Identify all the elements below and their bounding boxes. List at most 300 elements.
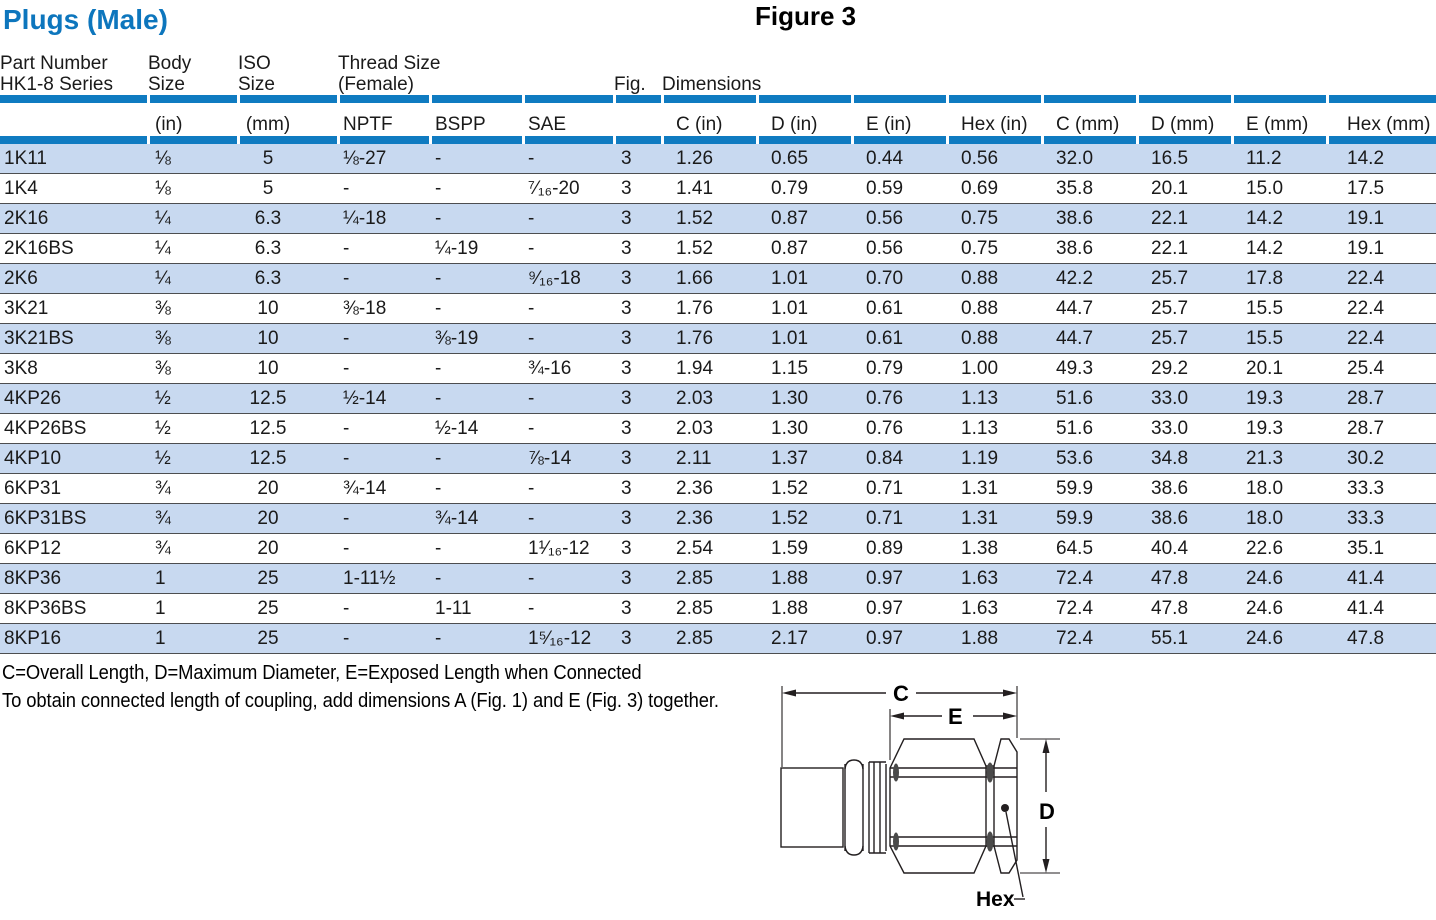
cell-c-in: 1.76 [662, 294, 757, 324]
cell-bspp: - [430, 294, 523, 324]
bar-segment [614, 136, 662, 144]
cell-iso-size-mm: 20 [238, 504, 338, 534]
cell-body-size-in: ⅜ [148, 294, 238, 324]
cell-fig: 3 [614, 534, 662, 564]
cell-iso-size-mm: 6.3 [238, 234, 338, 264]
cell-d-mm: 38.6 [1137, 474, 1232, 504]
cell-hex-mm: 28.7 [1327, 384, 1436, 414]
cell-fig: 3 [614, 384, 662, 414]
cell-nptf: - [338, 414, 430, 444]
table-body [0, 144, 1436, 654]
bar-segment [1327, 95, 1436, 103]
cell-nptf: ½-14 [338, 384, 430, 414]
cell-e-mm: 11.2 [1232, 144, 1327, 174]
header-text-line: Part Number [0, 53, 108, 74]
cell-d-in: 1.52 [757, 474, 852, 504]
cell-e-mm: 17.8 [1232, 264, 1327, 294]
sub-header-iso-unit: (mm) [245, 114, 291, 135]
cell-sae: ⅞-14 [523, 444, 614, 474]
cell-fig: 3 [614, 564, 662, 594]
plug-collar [845, 760, 886, 855]
sub-header-sae: SAE [528, 114, 567, 135]
cell-e-in: 0.71 [852, 504, 947, 534]
cell-hex-mm: 47.8 [1327, 624, 1436, 654]
cell-hex-in: 1.31 [947, 504, 1042, 534]
cell-bspp: ⅜-19 [430, 324, 523, 354]
cell-hex-mm: 33.3 [1327, 504, 1436, 534]
cell-fig: 3 [614, 204, 662, 234]
cell-hex-in: 1.13 [947, 384, 1042, 414]
bar-segment [662, 136, 757, 144]
cell-nptf: 1-11½ [338, 564, 430, 594]
plug-stem [781, 768, 843, 847]
cell-part-number: 4KP26BS [0, 414, 148, 444]
cell-iso-size-mm: 10 [238, 324, 338, 354]
bar-segment [430, 136, 523, 144]
cell-c-in: 2.85 [662, 594, 757, 624]
bar-segment [0, 136, 148, 144]
bar-segment [1327, 136, 1436, 144]
cell-iso-size-mm: 25 [238, 624, 338, 654]
cell-e-in: 0.76 [852, 384, 947, 414]
cell-c-mm: 64.5 [1042, 534, 1137, 564]
cell-c-mm: 38.6 [1042, 204, 1137, 234]
cell-d-in: 0.87 [757, 204, 852, 234]
cell-d-mm: 25.7 [1137, 324, 1232, 354]
table-row [0, 234, 1436, 264]
cell-c-in: 2.85 [662, 624, 757, 654]
cell-d-in: 1.01 [757, 264, 852, 294]
cell-part-number: 3K21BS [0, 324, 148, 354]
bar-segment [1232, 136, 1327, 144]
cell-c-mm: 42.2 [1042, 264, 1137, 294]
cell-d-mm: 29.2 [1137, 354, 1232, 384]
cell-c-mm: 44.7 [1042, 324, 1137, 354]
table-row [0, 474, 1436, 504]
hex-label: Hex [976, 888, 1015, 911]
plug-spec-table [0, 53, 1436, 654]
bar-segment [852, 136, 947, 144]
cell-bspp: - [430, 354, 523, 384]
cell-part-number: 2K16 [0, 204, 148, 234]
cell-hex-in: 0.75 [947, 204, 1042, 234]
cell-e-in: 0.97 [852, 594, 947, 624]
cell-hex-mm: 17.5 [1327, 174, 1436, 204]
cell-body-size-in: ½ [148, 444, 238, 474]
cell-body-size-in: ½ [148, 414, 238, 444]
cell-iso-size-mm: 5 [238, 174, 338, 204]
cell-iso-size-mm: 12.5 [238, 444, 338, 474]
cell-sae: - [523, 204, 614, 234]
bar-segment [0, 95, 148, 103]
bar-segment [523, 95, 614, 103]
cell-sae: - [523, 474, 614, 504]
divider-bar-top [0, 95, 1436, 103]
cell-e-in: 0.56 [852, 234, 947, 264]
cell-e-mm: 19.3 [1232, 414, 1327, 444]
dim-label-e: E [948, 704, 963, 729]
cell-body-size-in: ⅛ [148, 174, 238, 204]
cell-hex-in: 1.38 [947, 534, 1042, 564]
cell-d-mm: 47.8 [1137, 564, 1232, 594]
cell-d-in: 1.52 [757, 504, 852, 534]
table-row [0, 564, 1436, 594]
cell-sae: 1¹⁄₁₆-12 [523, 534, 614, 564]
cell-iso-size-mm: 25 [238, 594, 338, 624]
cell-fig: 3 [614, 414, 662, 444]
cell-hex-mm: 41.4 [1327, 564, 1436, 594]
cell-c-mm: 59.9 [1042, 504, 1137, 534]
cell-hex-in: 0.88 [947, 294, 1042, 324]
cell-d-in: 0.65 [757, 144, 852, 174]
cell-e-in: 0.61 [852, 324, 947, 354]
cell-bspp: - [430, 534, 523, 564]
col-header-thread-size [338, 53, 614, 95]
cell-nptf: ⅜-18 [338, 294, 430, 324]
cell-hex-mm: 25.4 [1327, 354, 1436, 384]
cell-hex-in: 0.75 [947, 234, 1042, 264]
cell-c-mm: 51.6 [1042, 414, 1137, 444]
cell-hex-in: 1.31 [947, 474, 1042, 504]
cell-nptf: ⅛-27 [338, 144, 430, 174]
cell-bspp: - [430, 384, 523, 414]
cell-part-number: 8KP36BS [0, 594, 148, 624]
cell-hex-in: 1.00 [947, 354, 1042, 384]
cell-fig: 3 [614, 324, 662, 354]
sub-header-bspp: BSPP [435, 114, 486, 135]
bar-segment [148, 136, 238, 144]
table-row [0, 174, 1436, 204]
cell-d-mm: 40.4 [1137, 534, 1232, 564]
footnotes [2, 659, 719, 715]
table-row [0, 444, 1436, 474]
cell-hex-in: 1.63 [947, 594, 1042, 624]
cell-iso-size-mm: 5 [238, 144, 338, 174]
cell-part-number: 1K11 [0, 144, 148, 174]
sub-header-e-in: E (in) [866, 114, 912, 135]
cell-e-mm: 20.1 [1232, 354, 1327, 384]
cell-body-size-in: ⅛ [148, 144, 238, 174]
cell-bspp: ¾-14 [430, 504, 523, 534]
cell-d-in: 2.17 [757, 624, 852, 654]
cell-body-size-in: ¼ [148, 264, 238, 294]
cell-sae: - [523, 504, 614, 534]
bar-segment [1042, 136, 1137, 144]
header-text-line: Size [238, 74, 275, 95]
sub-header-empty [0, 103, 148, 136]
group-header-row [0, 53, 1436, 95]
cell-e-in: 0.97 [852, 624, 947, 654]
sub-header-c-in: C (in) [676, 114, 723, 135]
cell-hex-mm: 14.2 [1327, 144, 1436, 174]
cell-c-mm: 51.6 [1042, 384, 1137, 414]
cell-hex-mm: 35.1 [1327, 534, 1436, 564]
cell-nptf: - [338, 174, 430, 204]
bar-segment [238, 136, 338, 144]
cell-nptf: - [338, 534, 430, 564]
cell-fig: 3 [614, 294, 662, 324]
sub-header-hex-in: Hex (in) [961, 114, 1028, 135]
cell-e-mm: 15.5 [1232, 324, 1327, 354]
cell-part-number: 6KP31 [0, 474, 148, 504]
cell-d-in: 1.88 [757, 594, 852, 624]
callout-dot [1001, 804, 1009, 812]
cell-hex-in: 1.13 [947, 414, 1042, 444]
page-title: Plugs (Male) [3, 4, 168, 35]
cell-nptf: - [338, 354, 430, 384]
cell-iso-size-mm: 6.3 [238, 264, 338, 294]
bar-segment [947, 136, 1042, 144]
cell-e-mm: 14.2 [1232, 204, 1327, 234]
cell-part-number: 6KP12 [0, 534, 148, 564]
cell-d-in: 1.30 [757, 414, 852, 444]
cell-c-in: 1.26 [662, 144, 757, 174]
cell-hex-in: 1.88 [947, 624, 1042, 654]
cell-iso-size-mm: 25 [238, 564, 338, 594]
cell-iso-size-mm: 20 [238, 474, 338, 504]
cell-d-mm: 55.1 [1137, 624, 1232, 654]
cell-e-in: 0.79 [852, 354, 947, 384]
cell-c-in: 2.36 [662, 504, 757, 534]
cell-fig: 3 [614, 144, 662, 174]
figure-caption: Figure 3 [755, 1, 857, 31]
cell-c-mm: 44.7 [1042, 294, 1137, 324]
table-row [0, 204, 1436, 234]
cell-c-in: 2.54 [662, 534, 757, 564]
header-text-line: Size [148, 74, 185, 95]
cell-c-in: 2.03 [662, 384, 757, 414]
cell-body-size-in: 1 [148, 594, 238, 624]
header-text-line: Body [148, 53, 192, 74]
cell-d-mm: 20.1 [1137, 174, 1232, 204]
cell-e-mm: 19.3 [1232, 384, 1327, 414]
cell-e-mm: 24.6 [1232, 594, 1327, 624]
cell-d-in: 0.79 [757, 174, 852, 204]
facet-highlight [893, 764, 899, 782]
cell-e-in: 0.71 [852, 474, 947, 504]
cell-sae: - [523, 564, 614, 594]
cell-iso-size-mm: 6.3 [238, 204, 338, 234]
cell-c-in: 2.36 [662, 474, 757, 504]
cell-hex-in: 0.88 [947, 264, 1042, 294]
cell-c-mm: 59.9 [1042, 474, 1137, 504]
cell-sae: ⁹⁄₁₆-18 [523, 264, 614, 294]
col-header-part-number [0, 53, 148, 95]
cell-iso-size-mm: 12.5 [238, 384, 338, 414]
cell-part-number: 4KP26 [0, 384, 148, 414]
cell-body-size-in: ¾ [148, 504, 238, 534]
cell-e-mm: 24.6 [1232, 564, 1327, 594]
bar-segment [148, 95, 238, 103]
cell-c-in: 1.94 [662, 354, 757, 384]
cell-part-number: 1K4 [0, 174, 148, 204]
cell-hex-mm: 19.1 [1327, 204, 1436, 234]
cell-bspp: - [430, 204, 523, 234]
cell-sae: - [523, 144, 614, 174]
sub-header-nptf: NPTF [343, 114, 393, 135]
cell-sae: - [523, 294, 614, 324]
bar-segment [1232, 95, 1327, 103]
cell-c-mm: 35.8 [1042, 174, 1137, 204]
cell-part-number: 4KP10 [0, 444, 148, 474]
table-row [0, 384, 1436, 414]
cell-d-mm: 34.8 [1137, 444, 1232, 474]
cell-hex-mm: 22.4 [1327, 324, 1436, 354]
cell-bspp: ½-14 [430, 414, 523, 444]
header-text-line: (Female) [338, 74, 415, 95]
cell-d-in: 1.01 [757, 324, 852, 354]
cell-sae: - [523, 324, 614, 354]
cell-nptf: - [338, 324, 430, 354]
cell-iso-size-mm: 20 [238, 534, 338, 564]
cell-d-mm: 33.0 [1137, 384, 1232, 414]
sub-header-e-mm: E (mm) [1246, 114, 1309, 135]
cell-d-mm: 25.7 [1137, 294, 1232, 324]
table-row [0, 144, 1436, 174]
cell-d-mm: 22.1 [1137, 204, 1232, 234]
cell-bspp: - [430, 624, 523, 654]
cell-e-in: 0.97 [852, 564, 947, 594]
cell-bspp: - [430, 444, 523, 474]
cell-e-in: 0.61 [852, 294, 947, 324]
cell-sae: - [523, 414, 614, 444]
cell-fig: 3 [614, 234, 662, 264]
cell-bspp: - [430, 264, 523, 294]
cell-d-in: 0.87 [757, 234, 852, 264]
bar-segment [1042, 95, 1137, 103]
sub-header-empty [614, 103, 662, 136]
cell-nptf: - [338, 504, 430, 534]
cell-e-in: 0.70 [852, 264, 947, 294]
cell-part-number: 8KP36 [0, 564, 148, 594]
col-header-body-size [148, 53, 238, 95]
cell-e-mm: 14.2 [1232, 234, 1327, 264]
cell-bspp: - [430, 564, 523, 594]
cell-c-mm: 32.0 [1042, 144, 1137, 174]
cell-part-number: 3K8 [0, 354, 148, 384]
cell-hex-in: 1.19 [947, 444, 1042, 474]
sub-header-c-mm: C (mm) [1056, 114, 1120, 135]
header-text-line: Thread Size [338, 53, 441, 74]
header-text-line: ISO [238, 53, 271, 74]
sub-header-row [0, 103, 1436, 136]
cell-c-in: 1.66 [662, 264, 757, 294]
cell-iso-size-mm: 12.5 [238, 414, 338, 444]
cell-d-in: 1.30 [757, 384, 852, 414]
cell-fig: 3 [614, 444, 662, 474]
bar-segment [238, 95, 338, 103]
cell-hex-in: 1.63 [947, 564, 1042, 594]
cell-nptf: - [338, 594, 430, 624]
cell-bspp: 1-11 [430, 594, 523, 624]
cell-body-size-in: ⅜ [148, 354, 238, 384]
footnote-line-2: To obtain connected length of coupling, add dimensions A (Fig. 1) and E (Fig. 3) together. [2, 690, 719, 712]
col-header-fig: Fig. [614, 74, 646, 95]
col-header-iso-size [238, 53, 338, 95]
table-row [0, 624, 1436, 654]
cell-bspp: ¼-19 [430, 234, 523, 264]
cell-bspp: - [430, 474, 523, 504]
cell-body-size-in: ¼ [148, 234, 238, 264]
facet-highlight [987, 832, 994, 852]
cell-hex-in: 0.69 [947, 174, 1042, 204]
cell-bspp: - [430, 144, 523, 174]
cell-d-in: 1.01 [757, 294, 852, 324]
bar-segment [1137, 95, 1232, 103]
cell-fig: 3 [614, 354, 662, 384]
cell-c-mm: 72.4 [1042, 594, 1137, 624]
cell-nptf: ¾-14 [338, 474, 430, 504]
cell-fig: 3 [614, 264, 662, 294]
cell-fig: 3 [614, 594, 662, 624]
cell-nptf: - [338, 624, 430, 654]
plug-hex-body [890, 739, 1017, 873]
cell-d-mm: 47.8 [1137, 594, 1232, 624]
cell-hex-mm: 33.3 [1327, 474, 1436, 504]
sub-header-body-unit: (in) [155, 114, 183, 135]
cell-d-mm: 33.0 [1137, 414, 1232, 444]
cell-body-size-in: ½ [148, 384, 238, 414]
cell-d-mm: 38.6 [1137, 504, 1232, 534]
cell-c-mm: 49.3 [1042, 354, 1137, 384]
facet-highlight [987, 763, 994, 783]
table-row [0, 264, 1436, 294]
bar-segment [947, 95, 1042, 103]
bar-segment [338, 136, 430, 144]
cell-hex-in: 0.56 [947, 144, 1042, 174]
bar-segment [614, 95, 662, 103]
cell-nptf: - [338, 264, 430, 294]
cell-body-size-in: ¾ [148, 534, 238, 564]
cell-c-in: 1.52 [662, 234, 757, 264]
bar-segment [430, 95, 523, 103]
cell-d-in: 1.15 [757, 354, 852, 384]
sub-header-d-in: D (in) [771, 114, 818, 135]
cell-c-in: 2.03 [662, 414, 757, 444]
cell-hex-mm: 22.4 [1327, 294, 1436, 324]
dim-d-group [1020, 739, 1060, 873]
cell-d-in: 1.88 [757, 564, 852, 594]
dim-label-c: C [893, 681, 909, 706]
divider-bar-bottom [0, 136, 1436, 144]
bar-segment [662, 95, 757, 103]
cell-hex-mm: 22.4 [1327, 264, 1436, 294]
table-row [0, 504, 1436, 534]
footnote-line-1: C=Overall Length, D=Maximum Diameter, E=Exposed Length when Connected [2, 662, 642, 684]
cell-d-mm: 22.1 [1137, 234, 1232, 264]
cell-part-number: 2K16BS [0, 234, 148, 264]
cell-e-in: 0.56 [852, 204, 947, 234]
cell-e-in: 0.76 [852, 414, 947, 444]
sub-header-hex-mm: Hex (mm) [1347, 114, 1431, 135]
bar-segment [523, 136, 614, 144]
bar-segment [852, 95, 947, 103]
col-header-dimensions: Dimensions [662, 74, 762, 95]
cell-iso-size-mm: 10 [238, 354, 338, 384]
facet-highlight [893, 833, 899, 851]
cell-sae: - [523, 594, 614, 624]
cell-e-mm: 21.3 [1232, 444, 1327, 474]
cell-fig: 3 [614, 504, 662, 534]
cell-part-number: 6KP31BS [0, 504, 148, 534]
cell-nptf: - [338, 234, 430, 264]
cell-d-in: 1.59 [757, 534, 852, 564]
cell-e-mm: 15.0 [1232, 174, 1327, 204]
cell-fig: 3 [614, 474, 662, 504]
cell-e-in: 0.59 [852, 174, 947, 204]
cell-hex-mm: 19.1 [1327, 234, 1436, 264]
cell-body-size-in: 1 [148, 624, 238, 654]
